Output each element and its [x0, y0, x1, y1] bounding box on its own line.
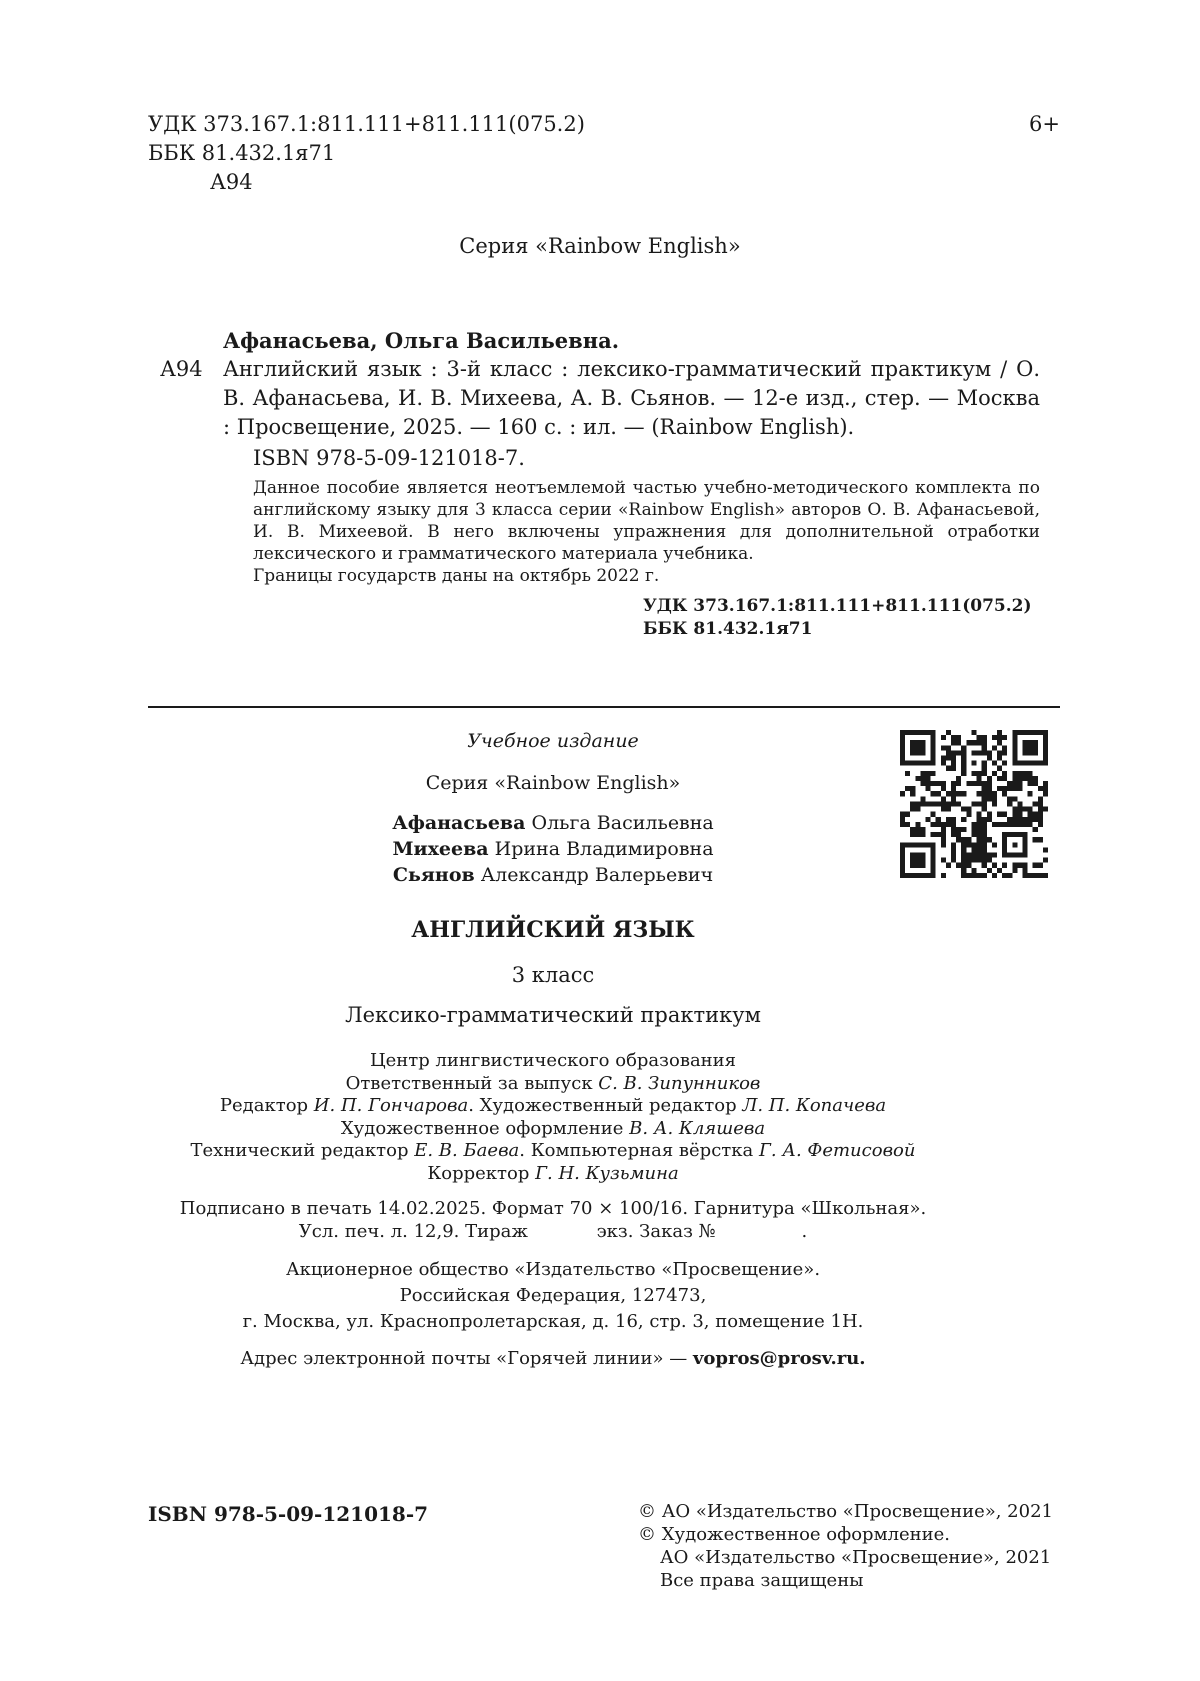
- edition-type: Учебное издание: [467, 730, 639, 752]
- staff-role: Редактор: [219, 1095, 314, 1116]
- copyright-line: АО «Издательство «Просвещение», 2021: [660, 1547, 1052, 1568]
- udk-code: УДК 373.167.1:811.111+811.111(075.2): [148, 112, 585, 136]
- divider: [148, 706, 1060, 708]
- publisher-info: [148, 1257, 958, 1335]
- series-title: Серия «Rainbow English»: [459, 234, 741, 258]
- author-list: [148, 810, 958, 888]
- entry-bibliographic-text: Английский язык : 3-й класс : лексико-грамматический практикум / О. В. Афанасьева, И. В. Михеева, А. В. Сьянов. — 12-е изд., стер. — Москва : Просвещение, 2025. — 160 с. : ил. — (Rainbow English).: [223, 357, 1040, 439]
- publisher-line: г. Москва, ул. Краснопролетарская, д. 16, стр. 3, помещение 1Н.: [242, 1311, 864, 1332]
- staff-proofreader: [148, 1163, 958, 1186]
- copyright-line: © АО «Издательство «Просвещение», 2021: [638, 1501, 1053, 1522]
- author-names: Ирина Владимировна: [488, 838, 714, 860]
- catalog-entry: [160, 326, 1040, 641]
- entry-author: Афанасьева, Ольга Васильевна.: [223, 328, 620, 353]
- staff-center: Центр лингвистического образования: [369, 1050, 737, 1071]
- entry-bibliography: [160, 355, 1040, 442]
- entry-index: А94: [160, 357, 203, 381]
- publisher-line: Акционерное общество «Издательство «Просвещение».: [285, 1259, 821, 1280]
- staff-role: . Компьютерная вёрстка: [519, 1140, 759, 1161]
- staff-role: Корректор: [427, 1162, 536, 1184]
- email-label: Адрес электронной почты «Горячей линии» —: [240, 1348, 693, 1369]
- staff-person: Г. Н. Кузьмина: [535, 1162, 679, 1184]
- staff-list: [148, 1050, 958, 1185]
- classification-codes: [148, 110, 585, 197]
- entry-udk: УДК 373.167.1:811.111+811.111(075.2): [643, 596, 1032, 616]
- staff-person: С. В. Зипунников: [598, 1072, 761, 1094]
- staff-responsible: [148, 1073, 958, 1096]
- book-subtitle: Лексико-грамматический практикум: [345, 1003, 761, 1027]
- staff-person: Л. П. Копачева: [742, 1095, 887, 1116]
- staff-role: Художественное оформление: [340, 1117, 630, 1139]
- book-title: АНГЛИЙСКИЙ ЯЗЫК: [411, 917, 695, 943]
- bbk-code: ББК 81.432.1я71: [148, 141, 336, 165]
- copyright-line: © Художественное оформление.: [638, 1524, 951, 1545]
- author-line: [148, 836, 958, 862]
- staff-editors: [148, 1095, 958, 1118]
- entry-annotation: [165, 477, 1040, 587]
- annotation-paragraph: Границы государств даны на октябрь 2022 г.: [253, 566, 660, 586]
- age-rating: 6+: [1029, 112, 1060, 136]
- staff-design: [148, 1118, 958, 1141]
- staff-role: Ответственный за выпуск: [345, 1072, 599, 1094]
- author-surname: Михеева: [392, 838, 489, 860]
- author-surname: Афанасьева: [392, 812, 526, 834]
- staff-person: Е. В. Баева: [414, 1140, 520, 1161]
- author-surname: Сьянов: [392, 864, 475, 886]
- grade: 3 класс: [511, 963, 595, 987]
- qr-code-icon: [900, 730, 1048, 878]
- entry-isbn: ISBN 978-5-09-121018-7.: [253, 446, 525, 470]
- staff-person: В. А. Кляшева: [629, 1117, 766, 1139]
- imprint-series: Серия «Rainbow English»: [425, 772, 681, 794]
- annotation-paragraph: Данное пособие является неотъемлемой частью учебно-методического комплекта по английскому языку для 3 класса серии «Rainbow English» авторов О. В. Афанасьевой, И. В. Михеевой. В него включены упражнения для дополнительной отработки лексического и грамматического материала учебника.: [253, 478, 1040, 564]
- print-line: Подписано в печать 14.02.2025. Формат 70 × 100/16. Гарнитура «Школьная».: [179, 1198, 927, 1219]
- entry-codes: [165, 595, 1040, 641]
- author-names: Александр Валерьевич: [474, 864, 714, 886]
- staff-role: Технический редактор: [190, 1140, 415, 1161]
- isbn-bottom: ISBN 978-5-09-121018-7: [148, 1502, 429, 1526]
- author-line: [148, 862, 958, 888]
- staff-technical: [148, 1140, 958, 1163]
- author-line: [148, 810, 958, 836]
- author-mark: А94: [210, 170, 253, 194]
- copyright-line: Все права защищены: [660, 1570, 864, 1591]
- staff-person: Г. А. Фетисовой: [758, 1140, 916, 1161]
- publisher-line: Российская Федерация, 127473,: [399, 1285, 707, 1306]
- copyright-block: [638, 1500, 1053, 1592]
- print-details: [148, 1197, 958, 1243]
- imprint: [148, 728, 958, 1371]
- author-names: Ольга Васильевна: [525, 812, 714, 834]
- email-address: vopros@prosv.ru.: [692, 1348, 866, 1369]
- staff-role: . Художественный редактор: [468, 1095, 743, 1116]
- entry-bbk: ББК 81.432.1я71: [643, 619, 813, 639]
- staff-person: И. П. Гончарова: [313, 1095, 469, 1116]
- hotline-email: [148, 1347, 958, 1371]
- print-line: Усл. печ. л. 12,9. Тираж экз. Заказ № .: [298, 1221, 808, 1242]
